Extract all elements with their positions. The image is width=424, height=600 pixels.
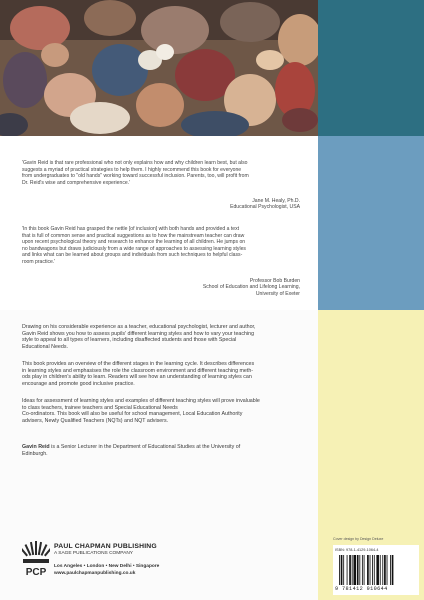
quote-line: no bandwagons but draws judiciously from a wide range of approaches to assessing learning styles [22, 245, 246, 252]
barcode-bar [367, 555, 369, 585]
quote-line: upon recent psychological theory and research to enhance the learning of all children. He jumps on [22, 239, 246, 246]
barcode-bar [359, 555, 360, 585]
barcode-bar [370, 555, 371, 585]
barcode-number: 9 781412 910644 [335, 586, 388, 592]
quote-line: Dr. Reid's wise and comprehensive experience.' [22, 179, 131, 186]
logo-text: PCP [25, 567, 47, 578]
attribution-burden [160, 278, 300, 297]
bio-text: is a Senior Lecturer in the Department of Educational Studies at the University of [49, 444, 241, 450]
spine-teal-block [318, 0, 424, 136]
barcode-bar [380, 555, 381, 585]
blurb-line: This book provides an overview of the different stages in the learning cycle. It describes differences [22, 361, 255, 367]
quote-line: room practice.' [22, 258, 56, 265]
publisher-logo [22, 541, 50, 585]
barcode-bar [341, 555, 343, 585]
blurb-paragraph-1 [22, 324, 307, 351]
barcode-bar [387, 555, 388, 585]
blurb-line: style to appeal to all types of learners, including disaffected students and those with Special [22, 337, 237, 344]
bio-line [22, 444, 307, 451]
barcode-bar [343, 555, 344, 585]
publisher-cities: Los Angeles • London • New Delhi • Singapore [54, 564, 160, 569]
blurb-line: advisers, Newly Qualified Teachers (NQTs) and NQT advisers. [22, 418, 169, 425]
children-photo-illustration [0, 0, 318, 136]
cover-photo-children [0, 0, 318, 136]
barcode-bar [339, 555, 340, 585]
blurb-line: to class teachers, trainee teachers and Special Educational Needs [22, 404, 178, 411]
attribution-healy [160, 198, 300, 211]
blurb-paragraph-3 [22, 398, 307, 425]
bio-author-name: Gavin Reid [22, 444, 50, 450]
attribution-role: University of Exeter [255, 290, 300, 297]
blurb-line: encourage and promote good inclusive practice. [22, 381, 135, 388]
blurb-line: Educational Needs. [22, 344, 68, 351]
attribution-role: School of Education and Lifelong Learning, [202, 284, 300, 291]
barcode-bar [357, 555, 359, 585]
barcode-bar [374, 555, 375, 585]
attribution-role: Educational Psychologist, USA [230, 204, 300, 211]
barcode-bar [352, 555, 353, 585]
quote-line: suggests a myriad of practical strategies to help them. I highly recommend this book for everyone [22, 166, 242, 173]
barcode-bar [382, 555, 383, 585]
blurb-line: Gavin Reid shows you how to assess pupils' different learning styles and how to vary your teaching [22, 330, 255, 337]
publisher-subtitle: A SAGE PUBLICATIONS COMPANY [54, 551, 133, 556]
quote-healy [22, 160, 249, 186]
cover-design-credit: Cover design by Design Deluxe [333, 537, 384, 541]
barcode-bar [353, 555, 356, 585]
barcode-bar [376, 555, 379, 585]
barcode-bar [392, 555, 394, 585]
attribution-author: Professor Bob Burden [249, 278, 300, 284]
bio-line: Edinburgh. [22, 450, 48, 457]
barcode-block [333, 545, 419, 595]
pcp-logo-icon [22, 541, 50, 585]
blurb-line: Co-ordinators. This book will also be useful for school management, Local Education Authority [22, 411, 243, 418]
barcode-bar [349, 555, 351, 585]
barcode-bar [362, 555, 363, 585]
barcode-bar [364, 555, 365, 585]
barcode-bars [339, 555, 415, 585]
quote-line: from undergraduates to "old hands" working toward successful inclusion. Parents, too, will profit from [22, 173, 249, 180]
spine-blue-block [318, 136, 424, 310]
quote-line: 'Gavin Reid is that rare professional who not only explains how and why children learn best, but also [22, 160, 248, 166]
attribution-author: Jane M. Healy, Ph.D. [252, 198, 300, 204]
barcode-bar [372, 555, 373, 585]
quote-line: that is full of common sense and practical suggestions as to how the mainstream teacher can draw [22, 232, 245, 239]
quote-line: and links what can be learned about groups and individuals from such techniques to helpful class- [22, 252, 243, 259]
barcode-bar [347, 555, 348, 585]
blurb-paragraph-2 [22, 361, 307, 388]
blurb-line: ods play in children's ability to learn. Readers will see how an understanding of learning styles can [22, 374, 252, 381]
barcode-bar [390, 555, 391, 585]
blurb-line: Drawing on his considerable experience as a teacher, educational psychologist, lecturer and author, [22, 324, 256, 330]
publisher-url[interactable]: www.paulchapmanpublishing.co.uk [54, 571, 136, 576]
barcode-bar [384, 555, 386, 585]
author-bio [22, 444, 307, 457]
blurb-line: Ideas for assessment of learning styles and examples of different teaching styles will prove invaluable [22, 398, 260, 404]
quote-line: 'In this book Gavin Reid has grasped the nettle [of inclusion] with both hands and provided a text [22, 226, 240, 232]
isbn-label: ISBN: 978-1-4129-1064-4 [335, 548, 379, 552]
publisher-name: PAUL CHAPMAN PUBLISHING [54, 543, 157, 550]
quote-burden [22, 226, 246, 266]
blurb-line: in learning styles and emphasises the role the classroom environment and different teaching meth- [22, 367, 254, 374]
